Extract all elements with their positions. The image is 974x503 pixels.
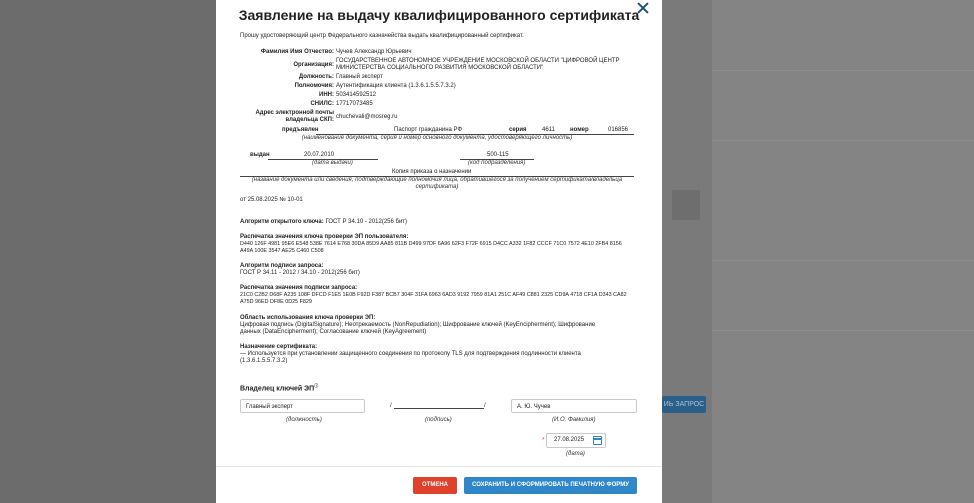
snils-value: 17717073485 bbox=[336, 101, 373, 107]
certificate-purpose-line1: — Используется при установлении защищенного соединения по протоколу TLS для подтверждения подлинности клиента bbox=[240, 351, 581, 357]
key-scope-line1: Цифровая подпись (DigitalSignature); Неотрекаемость (NonRepudiation); Шифрование ключей (KeyEncipherment); Шифрование bbox=[240, 322, 596, 328]
issued-date-caption: (дата выдачи) bbox=[312, 160, 353, 166]
date-caption: (дата) bbox=[566, 451, 585, 457]
signature-printout-line2: A75D 96ED DF8E 0D25 F829 bbox=[240, 299, 312, 305]
key-scope-line2: данных (DataEncipherment); Согласование ключей (KeyAgreement) bbox=[240, 329, 427, 335]
signature-algorithm-label: Алгоритм подписи запроса: bbox=[240, 263, 324, 269]
background-request-button: ИЬ ЗАПРОС bbox=[662, 396, 706, 413]
intro-text: Прошу удостоверяющий центр Федерального казначейства выдать квалифицированный сертификат. bbox=[240, 33, 524, 39]
background-block bbox=[672, 190, 700, 220]
inn-label: ИНН: bbox=[319, 92, 334, 98]
key-printout-line1: D440 126F 4981 95E6 E548 538E 7614 E768 30DA 85D9 AA85 811B D499 97DF 6A96 62F3 F72F 6915 D4CC A332 1F82 CCCF 71C0 7572 4E10 2FB4 8156 bbox=[240, 241, 622, 247]
calendar-icon[interactable] bbox=[593, 436, 602, 445]
pubkey-algorithm-label: Алгоритм открытого ключа: bbox=[240, 219, 324, 225]
issued-date: 20.07.2010 bbox=[304, 152, 335, 158]
authority-caption-line1: (название документа или сведения, подтверждающие полномочия лица, обратившегося за получением сертификата/владельца bbox=[251, 177, 623, 183]
department-code-caption: (код подразделения) bbox=[468, 160, 526, 166]
series-label: серия bbox=[509, 127, 527, 133]
organization-value-line2: МИНИСТЕРСТВА СОЦИАЛЬНОГО РАЗВИТИЯ МОСКОВСКОЙ ОБЛАСТИ" bbox=[336, 65, 544, 71]
powers-label: Полномочия: bbox=[294, 83, 334, 89]
date-field[interactable] bbox=[546, 433, 606, 448]
series-value: 4611 bbox=[542, 127, 555, 133]
number-label: номер bbox=[570, 127, 589, 133]
presented-document: Паспорт гражданина РФ bbox=[394, 127, 463, 133]
pubkey-algorithm-value: ГОСТ Р 34.10 - 2012(256 бит) bbox=[325, 219, 408, 225]
background-divider bbox=[712, 140, 974, 141]
background-divider bbox=[712, 260, 974, 261]
signature-algorithm-value: ГОСТ Р 34.11 - 2012 / 34.10 - 2012(256 бит) bbox=[240, 270, 360, 276]
owner-heading bbox=[240, 381, 318, 393]
signature-slash-right: / bbox=[484, 403, 486, 409]
footer-divider bbox=[216, 466, 662, 467]
fio-label: Фамилия Имя Отчество: bbox=[260, 49, 334, 55]
position-value: Главный эксперт bbox=[336, 74, 383, 80]
owner-heading-text: Владелец ключей ЭП bbox=[240, 385, 315, 393]
position-label: Должность: bbox=[298, 74, 334, 80]
owner-name-field[interactable]: А. Ю. Чучев bbox=[511, 399, 637, 413]
signature-caption: (подпись) bbox=[425, 417, 452, 423]
email-value: chuchevali@mosreg.ru bbox=[336, 114, 398, 120]
key-printout-line2: A49A 100E 3547 AE25 C460 C508 bbox=[240, 248, 324, 254]
info-icon[interactable]: ⓘ bbox=[314, 383, 319, 388]
save-and-print-button[interactable]: СОХРАНИТЬ И СФОРМИРОВАТЬ ПЕЧАТНУЮ ФОРМУ bbox=[464, 477, 637, 494]
owner-position-field[interactable]: Главный эксперт bbox=[240, 399, 365, 413]
certificate-purpose-label: Назначение сертификата: bbox=[240, 344, 318, 350]
number-value: 016856 bbox=[608, 127, 629, 133]
signature-printout-line1: 21C0 C2B2 D68F A235 108F DFCD F1E5 1E0B F92D F387 BCB7 304F 31FA 6963 6AD3 9192 7959 81A1 251C AF49 C881 2325 CD9A 4718 CF1A D343 CA82 bbox=[240, 292, 627, 298]
signature-printout-label: Распечатка значения подписи запроса: bbox=[240, 285, 358, 291]
fio-value: Чучев Александр Юрьевич bbox=[336, 49, 412, 55]
email-label-line2: владельца СКП: bbox=[285, 117, 334, 123]
signature-slash-left: / bbox=[390, 403, 392, 409]
close-icon[interactable] bbox=[636, 1, 650, 15]
certificate-purpose-line2: (1.3.6.1.5.5.7.3.2) bbox=[240, 358, 288, 364]
date-required-marker: * bbox=[542, 437, 545, 444]
background-right-panel bbox=[662, 0, 974, 503]
cancel-button[interactable]: ОТМЕНА bbox=[413, 477, 457, 494]
dialog-title: Заявление на выдачу квалифицированного сертификата bbox=[238, 7, 640, 23]
organization-value-line1: ГОСУДАРСТВЕННОЕ АВТОНОМНОЕ УЧРЕЖДЕНИЕ МОСКОВСКОЙ ОБЛАСТИ "ЦИФРОВОЙ ЦЕНТР bbox=[336, 58, 620, 64]
department-code: 500-115 bbox=[487, 152, 509, 158]
background-content-column bbox=[712, 0, 974, 503]
background-divider bbox=[712, 70, 974, 71]
background-left-panel bbox=[0, 0, 216, 503]
document-caption: (наименование документа, серия и номер основного документа, удостоверяющего личность) bbox=[301, 135, 573, 141]
order-copy-text: Копия приказа о назначении bbox=[392, 169, 472, 175]
owner-name-caption: (И.О. Фамилия) bbox=[552, 417, 596, 423]
issued-label: выдан bbox=[250, 152, 270, 158]
email-label-line1: Адрес электронной почты bbox=[255, 110, 334, 116]
key-scope-label: Область использования ключа проверки ЭП: bbox=[240, 315, 376, 321]
snils-label: СНИЛС: bbox=[310, 101, 334, 107]
powers-value: Аутентификация клиента (1.3.6.1.5.5.7.3.2) bbox=[336, 83, 456, 89]
authority-caption-line2: сертификата) bbox=[415, 184, 459, 190]
pubkey-algorithm bbox=[240, 219, 407, 226]
date-value: 27.08.2025 bbox=[554, 437, 585, 443]
owner-position-caption: (должность) bbox=[286, 417, 322, 423]
certificate-application-dialog bbox=[216, 0, 662, 503]
inn-value: 503414592512 bbox=[336, 92, 377, 98]
order-reference: от 25.08.2025 № 10-01 bbox=[240, 197, 303, 203]
signature-line bbox=[394, 408, 484, 409]
organization-label: Организация: bbox=[293, 62, 334, 68]
presented-label: предъявлен bbox=[282, 127, 319, 133]
key-printout-label: Распечатка значения ключа проверки ЭП пользователя: bbox=[240, 234, 409, 240]
background-divider bbox=[712, 330, 974, 331]
